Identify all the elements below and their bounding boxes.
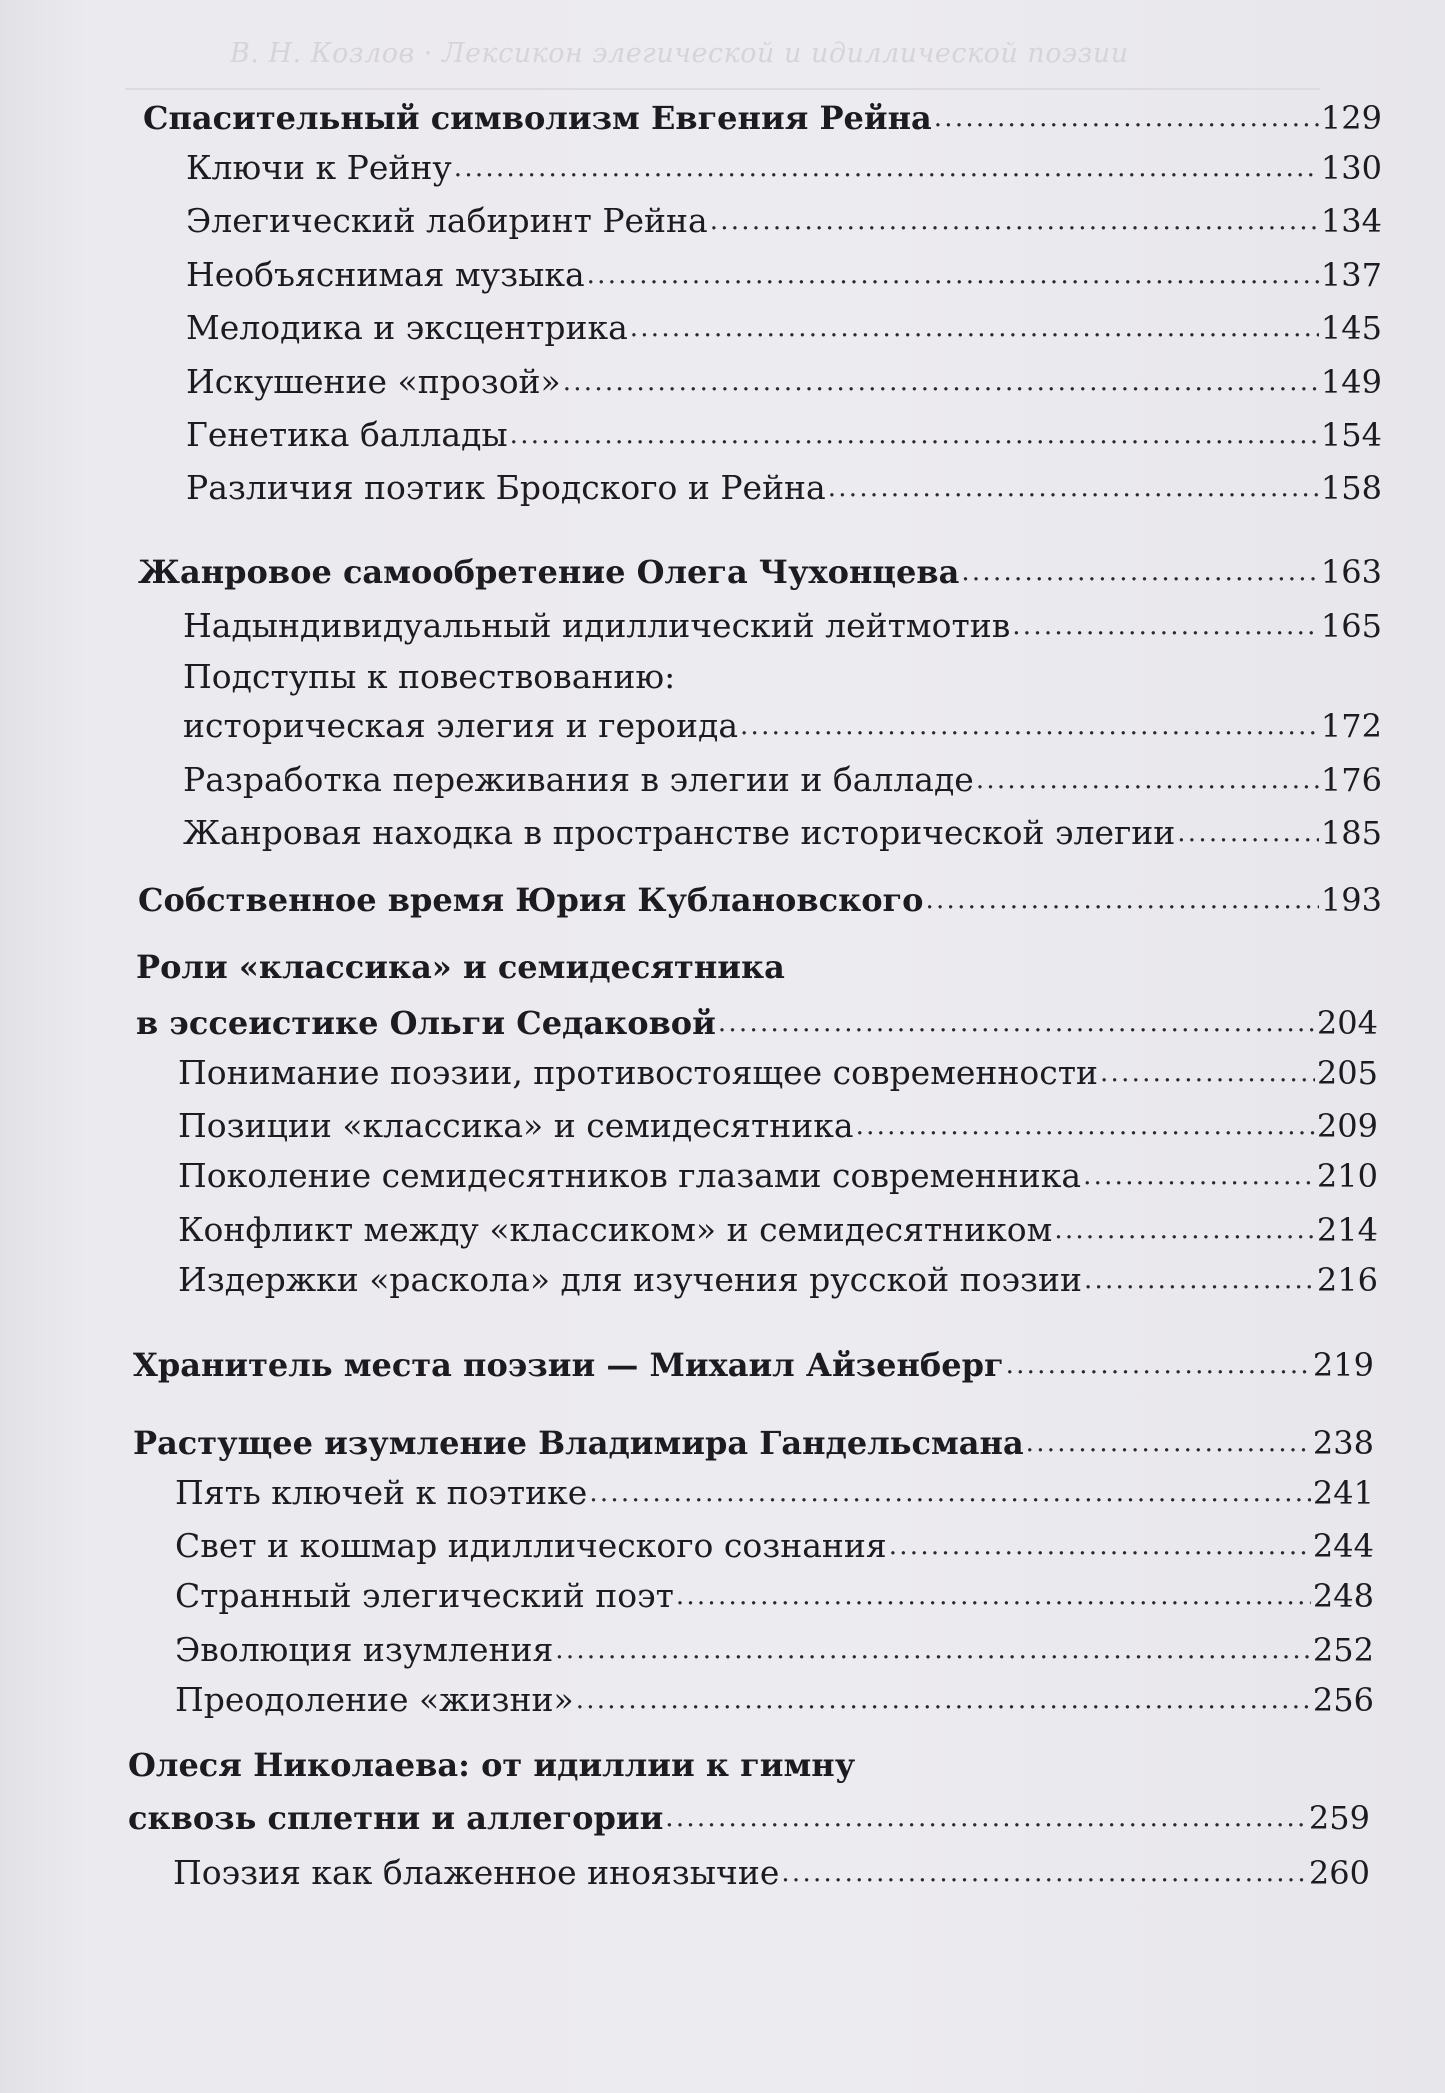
dot-leader: [781, 1850, 1307, 1893]
dot-leader: [665, 1795, 1307, 1838]
toc-entry-title: в эссеистике Ольги Седаковой: [136, 1004, 716, 1042]
toc-entry-title: Элегический лабиринт Рейна: [186, 201, 708, 240]
toc-entry-title: Жанровое самообретение Олега Чухонцева: [138, 553, 960, 591]
dot-leader: [1100, 1050, 1315, 1093]
dot-leader: [856, 1103, 1315, 1146]
dot-leader: [1084, 1257, 1315, 1300]
dot-leader: [961, 549, 1319, 592]
dot-leader: [510, 412, 1319, 455]
toc-page-number: 154: [1320, 416, 1382, 454]
toc-page-number: 256: [1312, 1681, 1374, 1719]
toc-entry-title: Растущее изумление Владимира Гандельсмана: [133, 1424, 1024, 1462]
toc-subsection-entry[interactable]: [178, 1250, 1378, 1300]
toc-subsection-entry[interactable]: [186, 245, 1382, 295]
toc-page-number: 149: [1320, 363, 1382, 401]
toc-section-entry[interactable]: [128, 1788, 1370, 1838]
toc-subsection-entry[interactable]: [186, 458, 1382, 508]
toc-subsection-entry[interactable]: [183, 750, 1382, 800]
toc-entry-title: Позиции «классика» и семидесятника: [178, 1106, 854, 1145]
toc-page-number: 241: [1312, 1474, 1374, 1512]
toc-page-number: 238: [1312, 1424, 1374, 1462]
dot-leader: [454, 145, 1319, 188]
toc-subsection-entry[interactable]: [175, 1516, 1374, 1566]
toc-page-number: 216: [1316, 1261, 1378, 1299]
toc-subsection-entry[interactable]: [186, 405, 1382, 455]
toc-section-entry[interactable]: [138, 870, 1382, 920]
dot-leader: [889, 1523, 1311, 1566]
dot-leader: [740, 703, 1319, 746]
toc-entry-title-line1: Роли «классика» и семидесятника: [136, 948, 785, 986]
toc-page-number: 163: [1320, 553, 1382, 591]
toc-entry-title: Поколение семидесятников глазами современника: [178, 1156, 1082, 1195]
toc-page-number: 165: [1320, 607, 1382, 645]
dot-leader: [828, 465, 1319, 508]
toc-entry-title: Необъяснимая музыка: [186, 255, 585, 294]
toc-subsection-entry[interactable]: [186, 138, 1382, 188]
toc-subsection-entry[interactable]: [178, 1043, 1378, 1093]
dot-leader: [718, 1000, 1315, 1043]
toc-section-entry[interactable]: [138, 542, 1382, 592]
dot-leader: [630, 305, 1319, 348]
dot-leader: [710, 198, 1319, 241]
toc-entry-title: Различия поэтик Бродского и Рейна: [186, 468, 826, 507]
toc-page-number: 252: [1312, 1631, 1374, 1669]
toc-subsection-entry[interactable]: [175, 1463, 1374, 1513]
toc-entry-title: Хранитель места поэзии — Михаил Айзенберг: [133, 1346, 1004, 1384]
toc-subsection-entry[interactable]: [186, 298, 1382, 348]
dot-leader: [976, 757, 1319, 800]
dot-leader: [555, 1627, 1311, 1670]
toc-entry-title: Жанровая находка в пространстве исторической элегии: [183, 813, 1176, 852]
toc-page-number: 137: [1320, 256, 1382, 294]
dot-leader: [1006, 1342, 1311, 1385]
toc-entry-title: Издержки «раскола» для изучения русской поэзии: [178, 1260, 1082, 1299]
toc-page-number: 158: [1320, 469, 1382, 507]
toc-page-number: 210: [1316, 1157, 1378, 1195]
toc-subsection-entry[interactable]: [178, 1096, 1378, 1146]
toc-entry-title-line1: Олеся Николаева: от идиллии к гимну: [128, 1746, 856, 1784]
dot-leader: [576, 1677, 1311, 1720]
toc-subsection-entry[interactable]: [175, 1670, 1374, 1720]
toc-subsection-entry[interactable]: [186, 352, 1382, 402]
toc-entry-title-line1: Подступы к повествованию:: [183, 657, 676, 696]
toc-page-number: 145: [1320, 309, 1382, 347]
dot-leader: [926, 877, 1319, 920]
toc-page-number: 244: [1312, 1527, 1374, 1565]
toc-entry-title: Понимание поэзии, противостоящее современности: [178, 1053, 1099, 1092]
toc-page-number: 129: [1320, 99, 1382, 137]
toc-subsection-entry[interactable]: [175, 1620, 1374, 1670]
toc-subsection-entry[interactable]: [183, 696, 1382, 746]
toc-entry-title: Надындивидуальный идиллический лейтмотив: [183, 606, 1011, 645]
toc-page-number: 219: [1312, 1346, 1374, 1384]
toc-entry-title: Конфликт между «классиком» и семидесятником: [178, 1210, 1053, 1249]
toc-page-number: 248: [1312, 1577, 1374, 1615]
toc-page-number: 176: [1320, 761, 1382, 799]
toc-entry-title: Поэзия как блаженное иноязычие: [173, 1853, 780, 1892]
toc-subsection-entry[interactable]: [178, 1200, 1378, 1250]
toc-entry-title: Пять ключей к поэтике: [175, 1473, 588, 1512]
toc-subsection-entry[interactable]: [183, 596, 1382, 646]
toc-subsection-entry[interactable]: [178, 1146, 1378, 1196]
toc-subsection-entry[interactable]: [175, 1566, 1374, 1616]
toc-entry-title: Странный элегический поэт: [175, 1576, 674, 1615]
toc-entry-title: Свет и кошмар идиллического сознания: [175, 1526, 887, 1565]
toc-entry-title: историческая элегия и героида: [183, 706, 739, 745]
dot-leader: [1012, 603, 1319, 646]
dot-leader: [1083, 1153, 1315, 1196]
toc-entry-title: Искушение «прозой»: [186, 362, 561, 401]
toc-entry-title: Генетика баллады: [186, 415, 508, 454]
toc-section-entry[interactable]: [133, 1335, 1374, 1385]
toc-page-number: 130: [1320, 149, 1382, 187]
toc-page-number: 259: [1308, 1799, 1370, 1837]
toc-entry-title: Мелодика и эксцентрика: [186, 308, 628, 347]
toc-entry-title: Собственное время Юрия Кублановского: [138, 881, 924, 919]
toc-page-number: 260: [1308, 1854, 1370, 1892]
toc-subsection-entry[interactable]: [186, 191, 1382, 241]
toc-page-number: 185: [1320, 814, 1382, 852]
toc-section-entry[interactable]: [143, 88, 1382, 138]
toc-section-entry[interactable]: [136, 993, 1378, 1043]
toc-entry-title: Ключи к Рейну: [186, 148, 452, 187]
toc-page-number: 134: [1320, 202, 1382, 240]
running-head: В. Н. Козлов · Лексикон элегической и идиллической поэзии: [230, 38, 1129, 69]
dot-leader: [1054, 1207, 1315, 1250]
dot-leader: [934, 95, 1319, 138]
toc-page-number: 193: [1320, 881, 1382, 919]
dot-leader: [587, 252, 1319, 295]
toc-page-number: 204: [1316, 1004, 1378, 1042]
dot-leader: [1177, 810, 1319, 853]
toc-subsection-entry[interactable]: [183, 803, 1382, 853]
toc-section-entry[interactable]: [133, 1413, 1374, 1463]
toc-entry-title: Эволюция изумления: [175, 1630, 554, 1669]
dot-leader: [563, 359, 1319, 402]
toc-page-number: 209: [1316, 1107, 1378, 1145]
toc-page-number: 205: [1316, 1054, 1378, 1092]
dot-leader: [1026, 1420, 1311, 1463]
toc-subsection-entry[interactable]: [173, 1843, 1370, 1893]
toc-entry-title: сквозь сплетни и аллегории: [128, 1799, 664, 1837]
toc-entry-title: Преодоление «жизни»: [175, 1680, 574, 1719]
toc-page-number: 214: [1316, 1211, 1378, 1249]
dot-leader: [676, 1573, 1311, 1616]
toc-page-number: 172: [1320, 707, 1382, 745]
toc-entry-title: Разработка переживания в элегии и балладе: [183, 760, 974, 799]
toc-entry-title: Спасительный символизм Евгения Рейна: [143, 99, 932, 137]
dot-leader: [589, 1470, 1311, 1513]
